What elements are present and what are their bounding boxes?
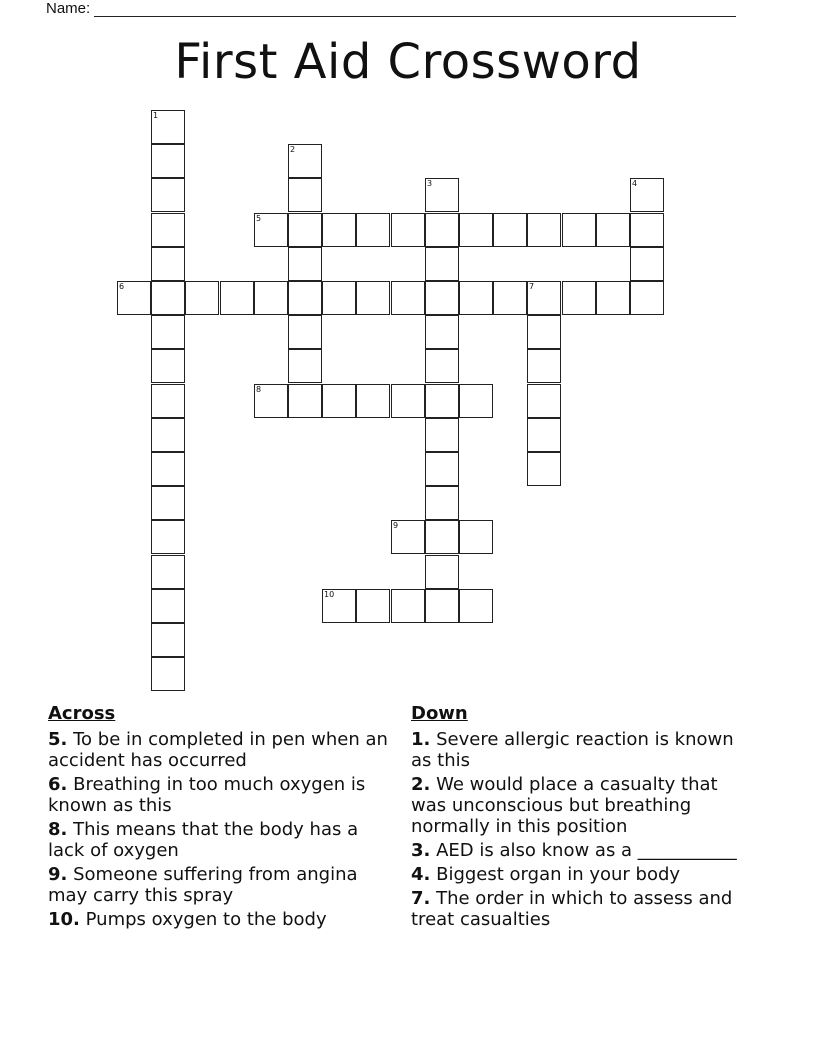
page-title: First Aid Crossword [174, 34, 642, 90]
grid-cell[interactable] [151, 589, 185, 623]
grid-cell[interactable] [459, 520, 493, 554]
grid-cell[interactable] [151, 520, 185, 554]
grid-cell[interactable] [151, 452, 185, 486]
cell-number: 5 [256, 214, 262, 223]
grid-cell[interactable] [151, 418, 185, 452]
grid-cell[interactable] [493, 213, 527, 247]
down-clues [411, 703, 756, 933]
grid-cell[interactable] [151, 384, 185, 418]
cell-number: 8 [256, 385, 262, 394]
grid-cell[interactable] [630, 178, 664, 212]
grid-cell[interactable] [527, 349, 561, 383]
grid-cell[interactable] [220, 281, 254, 315]
cell-number: 10 [324, 590, 335, 599]
grid-cell[interactable] [185, 281, 219, 315]
grid-cell[interactable] [117, 281, 151, 315]
grid-cell[interactable] [151, 178, 185, 212]
grid-cell[interactable] [288, 281, 322, 315]
grid-cell[interactable] [425, 315, 459, 349]
clue-across-8: 8. This means that the body has a lack of oxygen [48, 819, 359, 861]
grid-cell[interactable] [425, 349, 459, 383]
grid-cell[interactable] [527, 281, 561, 315]
cell-number: 6 [119, 282, 125, 291]
cell-number: 2 [290, 145, 296, 154]
grid-cell[interactable] [288, 213, 322, 247]
grid-cell[interactable] [254, 384, 288, 418]
grid-cell[interactable] [288, 144, 322, 178]
grid-cell[interactable] [459, 281, 493, 315]
grid-cell[interactable] [151, 657, 185, 691]
grid-cell[interactable] [596, 281, 630, 315]
grid-cell[interactable] [562, 213, 596, 247]
grid-cell[interactable] [151, 623, 185, 657]
grid-cell[interactable] [630, 281, 664, 315]
grid-cell[interactable] [322, 384, 356, 418]
grid-cell[interactable] [459, 589, 493, 623]
grid-cell[interactable] [527, 384, 561, 418]
grid-cell[interactable] [322, 213, 356, 247]
clue-down-3: 3. AED is also know as a ___________ [411, 840, 737, 861]
grid-cell[interactable] [151, 247, 185, 281]
cell-number: 9 [393, 521, 399, 530]
across-clues [48, 703, 393, 933]
grid-cell[interactable] [630, 213, 664, 247]
grid-cell[interactable] [425, 589, 459, 623]
clue-across-10: 10. Pumps oxygen to the body [48, 909, 327, 930]
grid-cell[interactable] [356, 589, 390, 623]
name-label: Name: [46, 0, 91, 17]
grid-cell[interactable] [356, 281, 390, 315]
grid-cell[interactable] [151, 555, 185, 589]
grid-cell[interactable] [425, 555, 459, 589]
grid-cell[interactable] [356, 384, 390, 418]
grid-cell[interactable] [356, 213, 390, 247]
cell-number: 4 [632, 179, 638, 188]
grid-cell[interactable] [151, 213, 185, 247]
grid-cell[interactable] [151, 486, 185, 520]
clue-down-4: 4. Biggest organ in your body [411, 864, 681, 885]
grid-cell[interactable] [425, 384, 459, 418]
grid-cell[interactable] [391, 281, 425, 315]
grid-cell[interactable] [151, 281, 185, 315]
grid-cell[interactable] [288, 315, 322, 349]
grid-cell[interactable] [288, 247, 322, 281]
grid-cell[interactable] [425, 178, 459, 212]
grid-cell[interactable] [630, 247, 664, 281]
grid-cell[interactable] [391, 384, 425, 418]
clue-across-9: 9. Someone suffering from angina may carry this spray [48, 864, 358, 906]
grid-cell[interactable] [254, 281, 288, 315]
grid-cell[interactable] [425, 418, 459, 452]
grid-cell[interactable] [151, 110, 185, 144]
grid-cell[interactable] [527, 315, 561, 349]
grid-cell[interactable] [288, 349, 322, 383]
cell-number: 7 [529, 282, 535, 291]
grid-cell[interactable] [459, 213, 493, 247]
grid-cell[interactable] [425, 213, 459, 247]
grid-cell[interactable] [322, 281, 356, 315]
grid-cell[interactable] [527, 452, 561, 486]
grid-cell[interactable] [391, 589, 425, 623]
grid-cell[interactable] [425, 486, 459, 520]
grid-cell[interactable] [425, 520, 459, 554]
clue-across-6: 6. Breathing in too much oxygen is known as this [48, 774, 366, 816]
grid-cell[interactable] [288, 178, 322, 212]
cell-number: 3 [427, 179, 433, 188]
grid-cell[interactable] [527, 418, 561, 452]
clue-across-5: 5. To be in completed in pen when an accident has occurred [48, 729, 388, 771]
grid-cell[interactable] [151, 144, 185, 178]
grid-cell[interactable] [151, 315, 185, 349]
clue-down-2: 2. We would place a casualty that was unconscious but breathing normally in this position [411, 774, 718, 837]
grid-cell[interactable] [596, 213, 630, 247]
grid-cell[interactable] [527, 213, 561, 247]
grid-cell[interactable] [493, 281, 527, 315]
grid-cell[interactable] [425, 452, 459, 486]
grid-cell[interactable] [151, 349, 185, 383]
grid-cell[interactable] [391, 520, 425, 554]
grid-cell[interactable] [425, 281, 459, 315]
grid-cell[interactable] [322, 589, 356, 623]
grid-cell[interactable] [459, 384, 493, 418]
grid-cell[interactable] [254, 213, 288, 247]
grid-cell[interactable] [425, 247, 459, 281]
grid-cell[interactable] [562, 281, 596, 315]
grid-cell[interactable] [288, 384, 322, 418]
down-heading: Down [411, 703, 468, 724]
cell-number: 1 [153, 111, 159, 120]
clue-down-7: 7. The order in which to assess and treat casualties [411, 888, 733, 930]
grid-cell[interactable] [391, 213, 425, 247]
across-heading: Across [48, 703, 116, 724]
clue-down-1: 1. Severe allergic reaction is known as this [411, 729, 734, 771]
